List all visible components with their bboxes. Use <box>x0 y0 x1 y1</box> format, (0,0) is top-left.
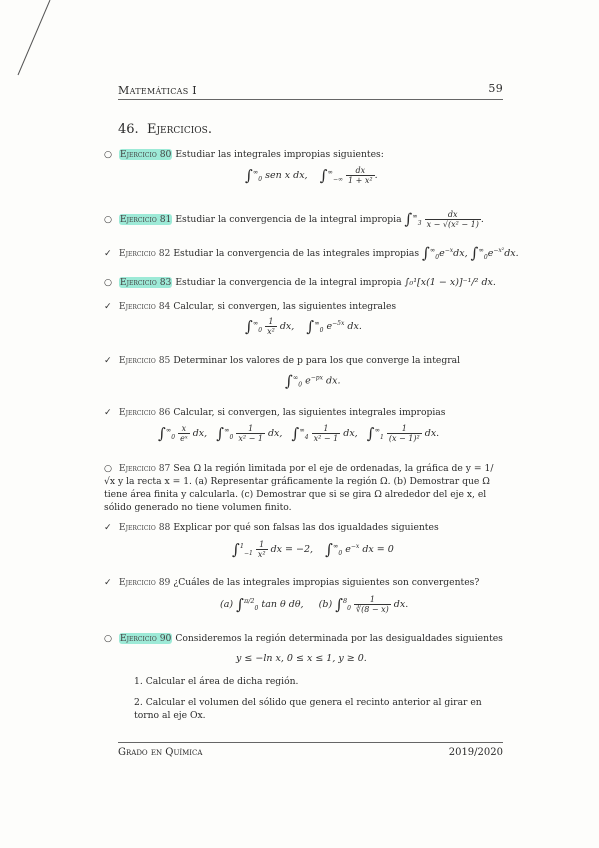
check-icon: ✓ <box>104 301 112 312</box>
formula-88: ∫$^1_{-1}$ $\frac{1}{\text{x²}}$ dx = −2, $\int^\infty_0$ $e^{-x}$ dx = 0 <box>232 540 394 559</box>
check-icon: ✓ <box>104 522 112 533</box>
page-number: 59 <box>488 82 503 95</box>
exercise-83 <box>104 276 504 289</box>
check-icon: ✓ <box>104 248 112 260</box>
mark-circle-icon: ○ <box>104 463 113 474</box>
formula-84: $\int^\infty_0$ $\frac{1}{\text{x²}}$ dx, $\int^\infty_0$ $e^{-5x}$ dx. <box>245 317 362 336</box>
footer-left: Grado en Química <box>118 747 203 758</box>
list-item <box>134 675 504 688</box>
mark-circle-icon: ○ <box>104 633 113 644</box>
mark-circle-icon: ○ <box>104 149 113 160</box>
formula-80a: sen x dx, <box>265 170 308 181</box>
exercise-85 <box>104 354 504 367</box>
exercise-label: Ejercicio 90 <box>119 633 172 644</box>
mark-circle-icon: ○ <box>104 214 113 226</box>
exercise-label: Ejercicio 88 <box>118 522 171 533</box>
exercise-text: Explicar por qué son falsas las dos igualdades siguientes <box>173 522 439 533</box>
footer-rule <box>118 742 503 743</box>
exercise-label: Ejercicio 81 <box>119 214 172 226</box>
formula-80: $\int^\infty_0$ sen x dx, $\int^\infty_{-\infty}$ $\frac{dx}{\text{1 + x²}}$ . <box>245 166 378 185</box>
formula-83: ∫₀¹[x(1 − x)]⁻¹/² dx. <box>404 277 496 288</box>
formula-86: $\int^\infty_0$ $\frac{x}{\text{eˣ}}$ dx, $\int^\infty_0$ $\frac{1}{\text{x² − 1}}$ dx, $\int^\infty_4$ $\frac{1}{\text{x² − 1}}$ dx, $\int^\infty_1$ $\frac{1}{\text{(x − 1)²}}$ dx. <box>158 424 440 443</box>
exercise-label: Ejercicio 86 <box>118 407 171 418</box>
header-title: Matemáticas I <box>118 84 197 97</box>
exercise-label: Ejercicio 80 <box>119 149 172 160</box>
section-heading <box>118 122 212 137</box>
item-text: Calcular el área de dicha región. <box>145 676 299 687</box>
item-text: Calcular el volumen del sólido que genera el recinto anterior al girar en torno al eje Ox. <box>134 697 482 721</box>
exercise-label: Ejercicio 89 <box>118 577 171 588</box>
exercise-90 <box>104 632 504 645</box>
exercise-text: Estudiar las integrales impropias siguientes: <box>175 149 384 160</box>
exercise-label: Ejercicio 82 <box>118 248 171 260</box>
check-icon: ✓ <box>104 355 112 366</box>
section-number: 46. <box>118 122 139 137</box>
exercise-81: ○ Ejercicio 81 Estudiar la convergencia de la integral impropia $\int^\infty_3$ $\frac{dx}{\text{x − √(x² − 1)}}$ . <box>104 210 484 230</box>
exercise-text: Determinar los valores de p para los que converge la integral <box>173 355 461 366</box>
exercise-82: ✓ Ejercicio 82 Estudiar la convergencia de las integrales impropias $\int^\infty_0e^{-x}dx$, $\int^\infty_0e^{-x^2}dx$. <box>104 244 519 263</box>
formula-90: y ≤ −ln x, 0 ≤ x ≤ 1, y ≥ 0. <box>236 653 367 664</box>
mark-circle-icon: ○ <box>104 277 113 288</box>
exercise-86 <box>104 406 504 419</box>
exercise-87 <box>104 462 502 514</box>
exercise-89 <box>104 576 504 589</box>
exercise-text: Estudiar la convergencia de la integral impropia <box>175 214 402 226</box>
exercise-84 <box>104 300 504 313</box>
item-number: 2. <box>134 697 143 708</box>
item-number: 1. <box>134 676 143 687</box>
exercise-text: Sea Ω la región limitada por el eje de ordenadas, la gráfica de y = 1/√x y la recta x = 1. (a) Representar gráficamente la región Ω. (b) Demostrar que Ω tiene área finita y calcularla. (c) Demostrar que si se gira Ω alrededor del eje x, el sólido generado no tiene volumen finito. <box>104 463 494 513</box>
footer-year: 2019/2020 <box>448 747 503 758</box>
exercise-label: Ejercicio 87 <box>118 463 171 474</box>
exercise-88 <box>104 521 504 534</box>
exercise-text: Estudiar la convergencia de la integral impropia <box>175 277 402 288</box>
formula-89: (a) ∫$^{\pi/2}_0$ tan θ dθ, (b) ∫$^8_0$ $\frac{1}{∛(8 - x)}$ dx. <box>220 595 409 614</box>
check-icon: ✓ <box>104 577 112 588</box>
check-icon: ✓ <box>104 407 112 418</box>
page-footer <box>118 747 503 758</box>
list-item <box>134 696 504 722</box>
exercise-text: Calcular, si convergen, las siguientes integrales <box>173 301 397 312</box>
section-title: Ejercicios. <box>146 122 212 137</box>
exercise-label: Ejercicio 83 <box>119 277 172 288</box>
exercise-80 <box>104 148 504 161</box>
corner-scan-mark <box>0 0 60 80</box>
exercise-text: Consideremos la región determinada por las desigualdades siguientes <box>175 633 503 644</box>
exercise-text: ¿Cuáles de las integrales impropias siguientes son convergentes? <box>173 577 480 588</box>
exercise-text: Estudiar la convergencia de las integrales impropias <box>173 248 420 260</box>
exercise-label: Ejercicio 85 <box>118 355 171 366</box>
formula-85: $\int^\infty_0$ $e^{-px}$ dx. <box>285 372 341 390</box>
exercise-label: Ejercicio 84 <box>118 301 171 312</box>
page-header <box>118 84 503 97</box>
exercise-text: Calcular, si convergen, las siguientes integrales impropias <box>173 407 446 418</box>
header-rule <box>118 99 503 100</box>
